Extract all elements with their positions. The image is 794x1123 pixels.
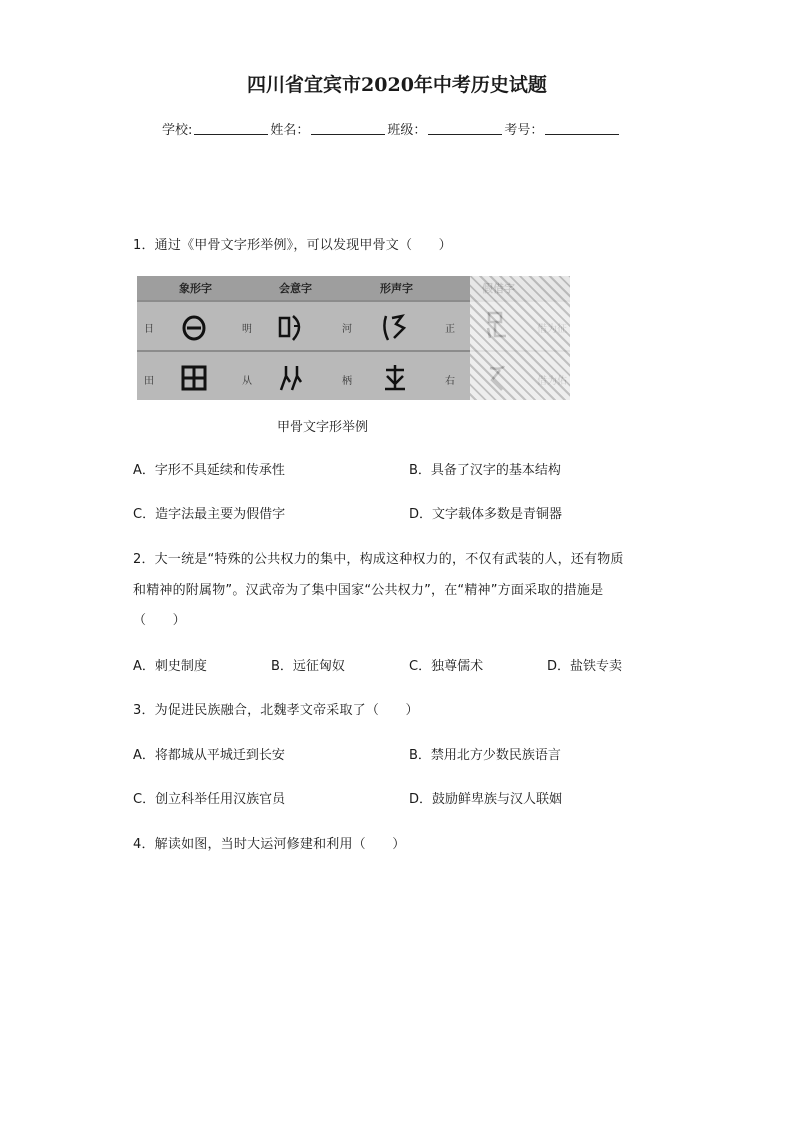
oracle-glyph-follow-icon — [277, 362, 307, 394]
row1-char-bright: 明 — [242, 324, 252, 335]
student-info-line — [162, 119, 621, 138]
header-phonogram: 形声字 — [380, 282, 413, 295]
exam-number-blank[interactable] — [545, 122, 619, 135]
question-2-stem-line-1: 2．大一统是“特殊的公共权力的集中，构成这种权力的，不仅有武装的人，还有物质 — [133, 552, 624, 567]
q2-option-d[interactable]: D．盐铁专卖 — [547, 659, 623, 674]
oracle-glyph-field-icon — [179, 362, 209, 394]
q2-option-a[interactable]: A．刺史制度 — [133, 659, 207, 674]
row2-char-handle: 柄 — [342, 376, 352, 387]
header-ideograph: 会意字 — [279, 282, 312, 295]
q2-option-c[interactable]: C．独尊儒术 — [409, 659, 484, 674]
question-2-stem-line-3: （ ） — [133, 613, 186, 628]
oracle-glyph-river-icon — [380, 312, 410, 344]
exam-number-label: 考号： — [504, 123, 544, 138]
question-2-stem-line-2: 和精神的附属物”。汉武帝为了集中国家“公共权力”，在“精神”方面采取的措施是 — [133, 583, 604, 598]
q1-option-c[interactable]: C．造字法最主要为假借字 — [133, 507, 286, 522]
figure-caption: 甲骨文字形举例 — [277, 420, 369, 435]
name-blank[interactable] — [311, 122, 385, 135]
exam-title: 四川省宜宾市2020年中考历史试题 — [247, 74, 547, 96]
q3-option-b[interactable]: B．禁用北方少数民族语言 — [409, 748, 561, 763]
q2-option-b[interactable]: B．远征匈奴 — [271, 659, 345, 674]
q1-option-a[interactable]: A．字形不具延续和传承性 — [133, 463, 285, 478]
row2-char-right: 右 — [445, 376, 455, 387]
q3-option-a[interactable]: A．将都城从平城迁到长安 — [133, 748, 285, 763]
oracle-glyph-handle-icon — [380, 362, 410, 394]
q1-option-d[interactable]: D．文字载体多数是青铜器 — [409, 507, 563, 522]
q3-option-d[interactable]: D．鼓励鲜卑族与汉人联姻 — [409, 792, 563, 807]
oracle-bone-script-table — [137, 276, 570, 400]
oracle-glyph-sun-icon — [179, 312, 209, 344]
class-blank[interactable] — [428, 122, 502, 135]
q3-option-c[interactable]: C．创立科举任用汉族官员 — [133, 792, 286, 807]
header-pictograph: 象形字 — [179, 282, 212, 295]
row2-char-follow: 从 — [242, 376, 252, 387]
row2-char-field: 田 — [144, 376, 154, 387]
q1-option-b[interactable]: B．具备了汉字的基本结构 — [409, 463, 561, 478]
name-label: 姓名： — [270, 123, 310, 138]
school-blank[interactable] — [194, 122, 268, 135]
question-4-stem: 4．解读如图，当时大运河修建和利用（ ） — [133, 837, 406, 852]
row1-char-upright: 正 — [445, 324, 455, 335]
scan-noise — [470, 276, 570, 400]
class-label: 班级： — [387, 123, 427, 138]
question-3-stem: 3．为促进民族融合，北魏孝文帝采取了（ ） — [133, 703, 419, 718]
row1-char-sun: 日 — [144, 324, 154, 335]
question-1-stem: 1．通过《甲骨文字形举例》，可以发现甲骨文（ ） — [133, 238, 452, 253]
row1-char-river: 河 — [342, 324, 352, 335]
oracle-glyph-bright-icon — [277, 312, 307, 344]
school-label: 学校: — [162, 123, 193, 138]
